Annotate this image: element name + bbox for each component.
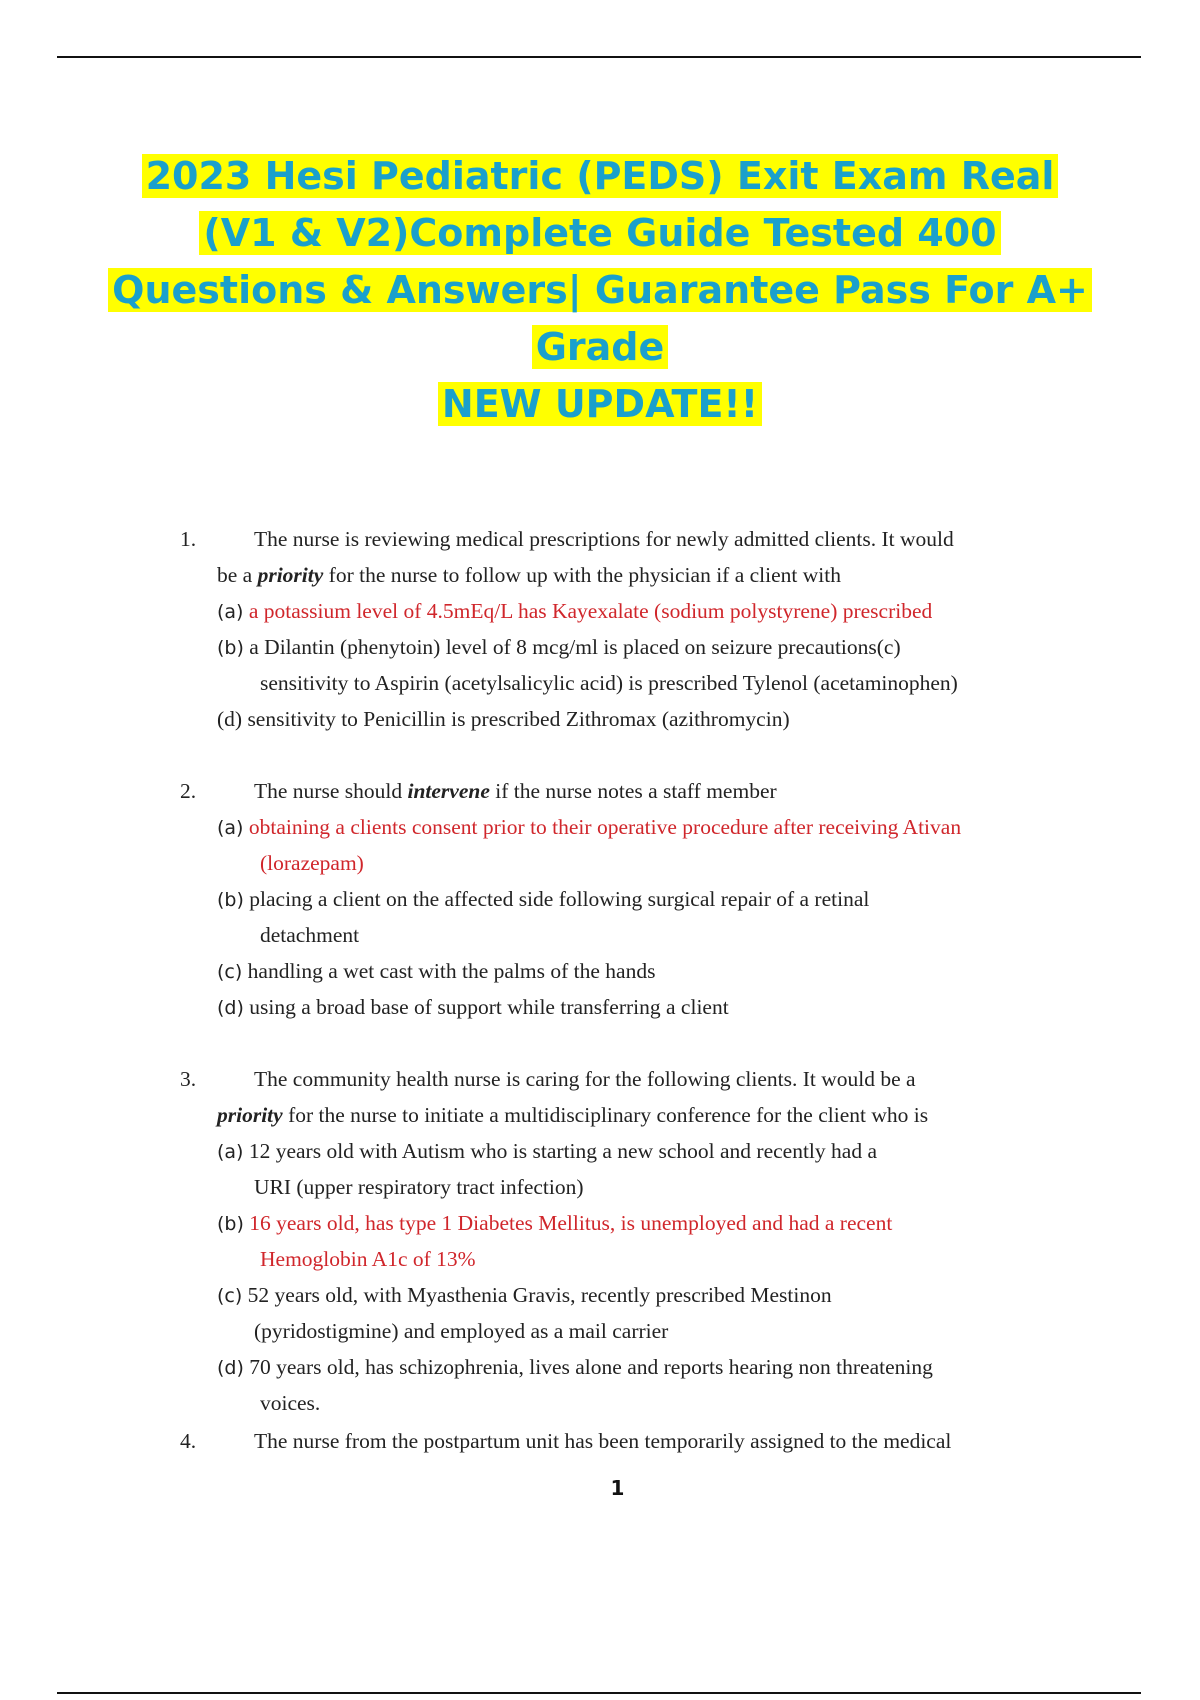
bottom-rule (57, 1692, 1141, 1694)
question-number: 2. (180, 779, 197, 803)
correct-answer: 16 years old, has type 1 Diabetes Mellitus, is unemployed and had a recent (249, 1211, 893, 1235)
title-line-5: NEW UPDATE!! (438, 382, 762, 426)
correct-answer-continued: Hemoglobin A1c of 13% (260, 1247, 476, 1271)
answer-option-b: (b) 16 years old, has type 1 Diabetes Mellitus, is unemployed and had a recent (217, 1211, 893, 1235)
document-title (60, 148, 1140, 433)
question-number: 4. (180, 1429, 197, 1453)
answer-option-b-continued: detachment (260, 923, 360, 947)
title-line-1: 2023 Hesi Pediatric (PEDS) Exit Exam Real (142, 154, 1059, 198)
answer-option-c: (c) 52 years old, with Myasthenia Gravis, recently prescribed Mestinon (217, 1283, 832, 1307)
emphasis-word: priority (257, 563, 324, 587)
correct-answer: a potassium level of 4.5mEq/L has Kayexalate (sodium polystyrene) prescribed (248, 599, 933, 623)
answer-option-a: (a) 12 years old with Autism who is starting a new school and recently had a (217, 1139, 877, 1163)
answer-option-a: (a) a potassium level of 4.5mEq/L has Kayexalate (sodium polystyrene) prescribed (217, 599, 933, 623)
question-stem-continued: be a priority for the nurse to follow up with the physician if a client with (217, 563, 841, 587)
answer-option-b: (b) placing a client on the affected side following surgical repair of a retinal (217, 887, 870, 911)
question-stem: The nurse is reviewing medical prescriptions for newly admitted clients. It would (254, 527, 954, 551)
answer-option-c-continued: (pyridostigmine) and employed as a mail carrier (254, 1319, 669, 1343)
emphasis-word: priority (217, 1103, 283, 1127)
title-line-2: (V1 & V2)Complete Guide Tested 400 (199, 211, 1000, 255)
question-number: 1. (180, 527, 197, 551)
answer-option-d: (d) sensitivity to Penicillin is prescribed Zithromax (azithromycin) (217, 707, 790, 731)
page-number: 1 (610, 1476, 625, 1500)
emphasis-word: intervene (407, 779, 490, 803)
answer-option-a-continued: URI (upper respiratory tract infection) (254, 1175, 584, 1199)
correct-answer: obtaining a clients consent prior to their operative procedure after receiving Ativan (248, 815, 962, 839)
answer-option-d: (d) 70 years old, has schizophrenia, lives alone and reports hearing non threatening (217, 1355, 933, 1379)
answer-option-c: (c) handling a wet cast with the palms of the hands (217, 959, 656, 983)
answer-option-b: (b) a Dilantin (phenytoin) level of 8 mcg/ml is placed on seizure precautions(c) (217, 635, 901, 659)
answer-option-d: (d) using a broad base of support while transferring a client (217, 995, 729, 1019)
answer-option-c: sensitivity to Aspirin (acetylsalicylic acid) is prescribed Tylenol (acetaminophen) (260, 671, 958, 695)
title-line-4: Grade (532, 325, 669, 369)
question-stem: The nurse from the postpartum unit has been temporarily assigned to the medical (254, 1429, 952, 1453)
answer-option-a: (a) obtaining a clients consent prior to their operative procedure after receiving Ativan (217, 815, 962, 839)
question-stem-continued: priority for the nurse to initiate a multidisciplinary conference for the client who is (217, 1103, 929, 1127)
answer-option-d-continued: voices. (260, 1391, 321, 1415)
question-number: 3. (180, 1067, 197, 1091)
top-rule (57, 56, 1141, 58)
question-stem: The nurse should intervene if the nurse notes a staff member (254, 779, 777, 803)
title-line-3: Questions & Answers| Guarantee Pass For A+ (108, 268, 1092, 312)
question-stem: The community health nurse is caring for the following clients. It would be a (254, 1067, 916, 1091)
correct-answer-continued: (lorazepam) (260, 851, 364, 875)
